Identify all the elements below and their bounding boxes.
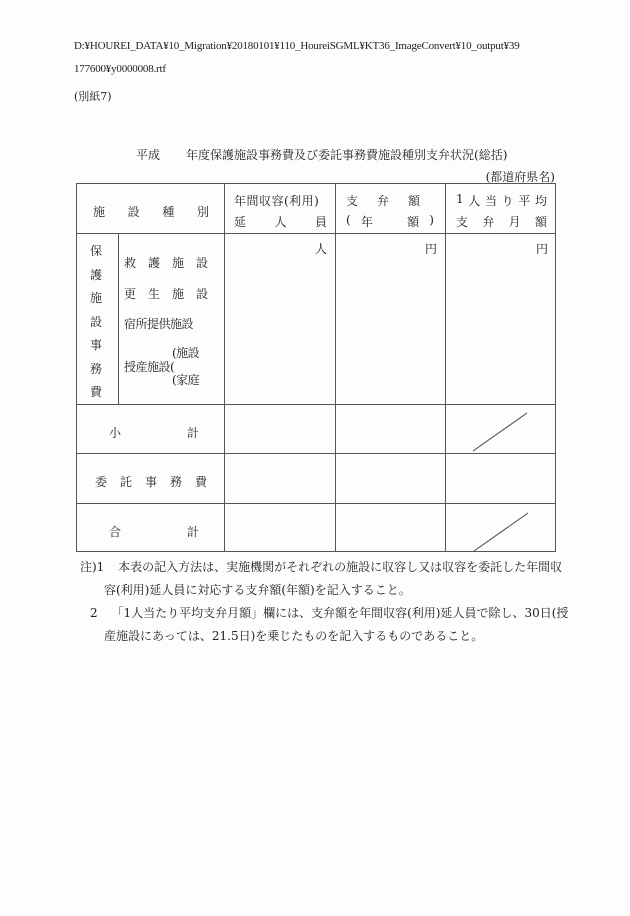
note-1-line-2: 容(利用)延人員に対応する支弁額(年額)を記入すること。 [104,583,411,597]
unit-persons: 人 [315,242,328,256]
facility-vocational-home: (家庭 [172,373,200,387]
facility-char: 更 [124,287,137,301]
hdr-char: 額 [534,215,547,229]
note-1-text-1: 本表の記入方法は、実施機関がそれぞれの施設に収容し又は収容を委託した年間収 [118,560,563,574]
hdr-char: 員 [314,215,327,229]
hdr-char: 人 [274,215,287,229]
label-char: 託 [119,475,132,489]
group-char: 施 [90,291,103,305]
note-2-line-2: 産施設にあっては、21.5日)を乗じたものを記入するものであること。 [104,629,484,643]
hdr-char: 額 [407,215,420,229]
attachment-reference: (別紙7) [74,90,112,103]
subtotal-strike-icon [473,413,527,451]
hdr-char: 設 [127,205,140,219]
hdr-char: ) [429,213,434,227]
group-char: 保 [90,244,103,258]
label-char: 務 [169,475,182,489]
hdr-char: 種 [162,205,175,219]
hdr-char: 人 [468,194,481,208]
hdr-char: 額 [407,194,420,208]
hdr-char: 別 [196,205,209,219]
note-2-number: 2 [90,606,98,620]
hdr-char: 月 [508,215,521,229]
title-era: 平成 [136,148,161,162]
unit-yen-annual: 円 [425,242,438,256]
label-char: 小 [109,426,122,440]
note-2-line-1 [80,602,568,625]
notes-section [80,556,568,648]
hdr-char: 平 [518,194,531,208]
hdr-char: ( [346,213,351,227]
hdr-char: 均 [534,194,547,208]
hdr-char: 支 [346,194,359,208]
group-char: 務 [90,361,103,376]
facility-char: 護 [147,256,160,270]
group-char: 事 [90,338,103,352]
hdr-char: 1 [456,192,464,206]
title-text: 年度保護施設事務費及び委託事務費施設種別支弁状況(総括) [186,148,508,162]
hdr-char: 当 [484,194,497,208]
label-char: 計 [186,426,199,440]
hdr-char: り [501,194,514,208]
note-prefix: 注)1 [80,560,105,574]
group-char: 設 [90,314,103,329]
hdr-char: 弁 [482,215,495,229]
facility-char: 生 [147,287,160,301]
facility-char: 施 [171,256,184,270]
not-applicable-strike-icons [77,184,557,553]
group-char: 護 [90,267,103,282]
hdr-char: 弁 [376,194,389,208]
facility-char: 施 [171,287,184,301]
label-char: 費 [194,475,207,489]
file-path-line-2: 177600¥y0000008.rtf [74,63,166,75]
prefecture-label: (都道府県名) [485,170,555,184]
unit-yen-monthly: 円 [536,242,549,256]
file-path-line-1: D:¥HOUREI_DATA¥10_Migration¥20180101¥110_HoureiSGML¥KT36_ImageConvert¥10_output¥39 [74,40,520,52]
facility-vocational: 授産施設( [124,360,175,374]
label-char: 委 [95,475,108,489]
label-char: 計 [186,525,199,539]
hdr-char: 年 [360,215,373,229]
hdr-char: 延 [234,215,247,229]
label-char: 合 [109,525,122,539]
document-title [136,146,507,163]
hdr-char: 支 [456,215,469,229]
note-1-line-1 [80,556,568,579]
total-strike-icon [474,513,528,551]
facility-vocational-institution: (施設 [172,346,200,360]
facility-lodging: 宿所提供施設 [124,317,194,331]
hdr-char: 施 [93,205,106,219]
facility-char: 救 [124,256,137,270]
facility-char: 設 [195,287,208,301]
header-annual-persons-line1: 年間収容(利用) [234,194,320,208]
facility-char: 設 [195,256,208,270]
group-char: 費 [90,385,103,399]
expense-table [76,183,556,552]
note-2-text-1: 「1人当たり平均支弁月額」欄には、支弁額を年間収容(利用)延人員で除し、30日(授 [111,606,569,620]
label-char: 事 [144,475,157,489]
